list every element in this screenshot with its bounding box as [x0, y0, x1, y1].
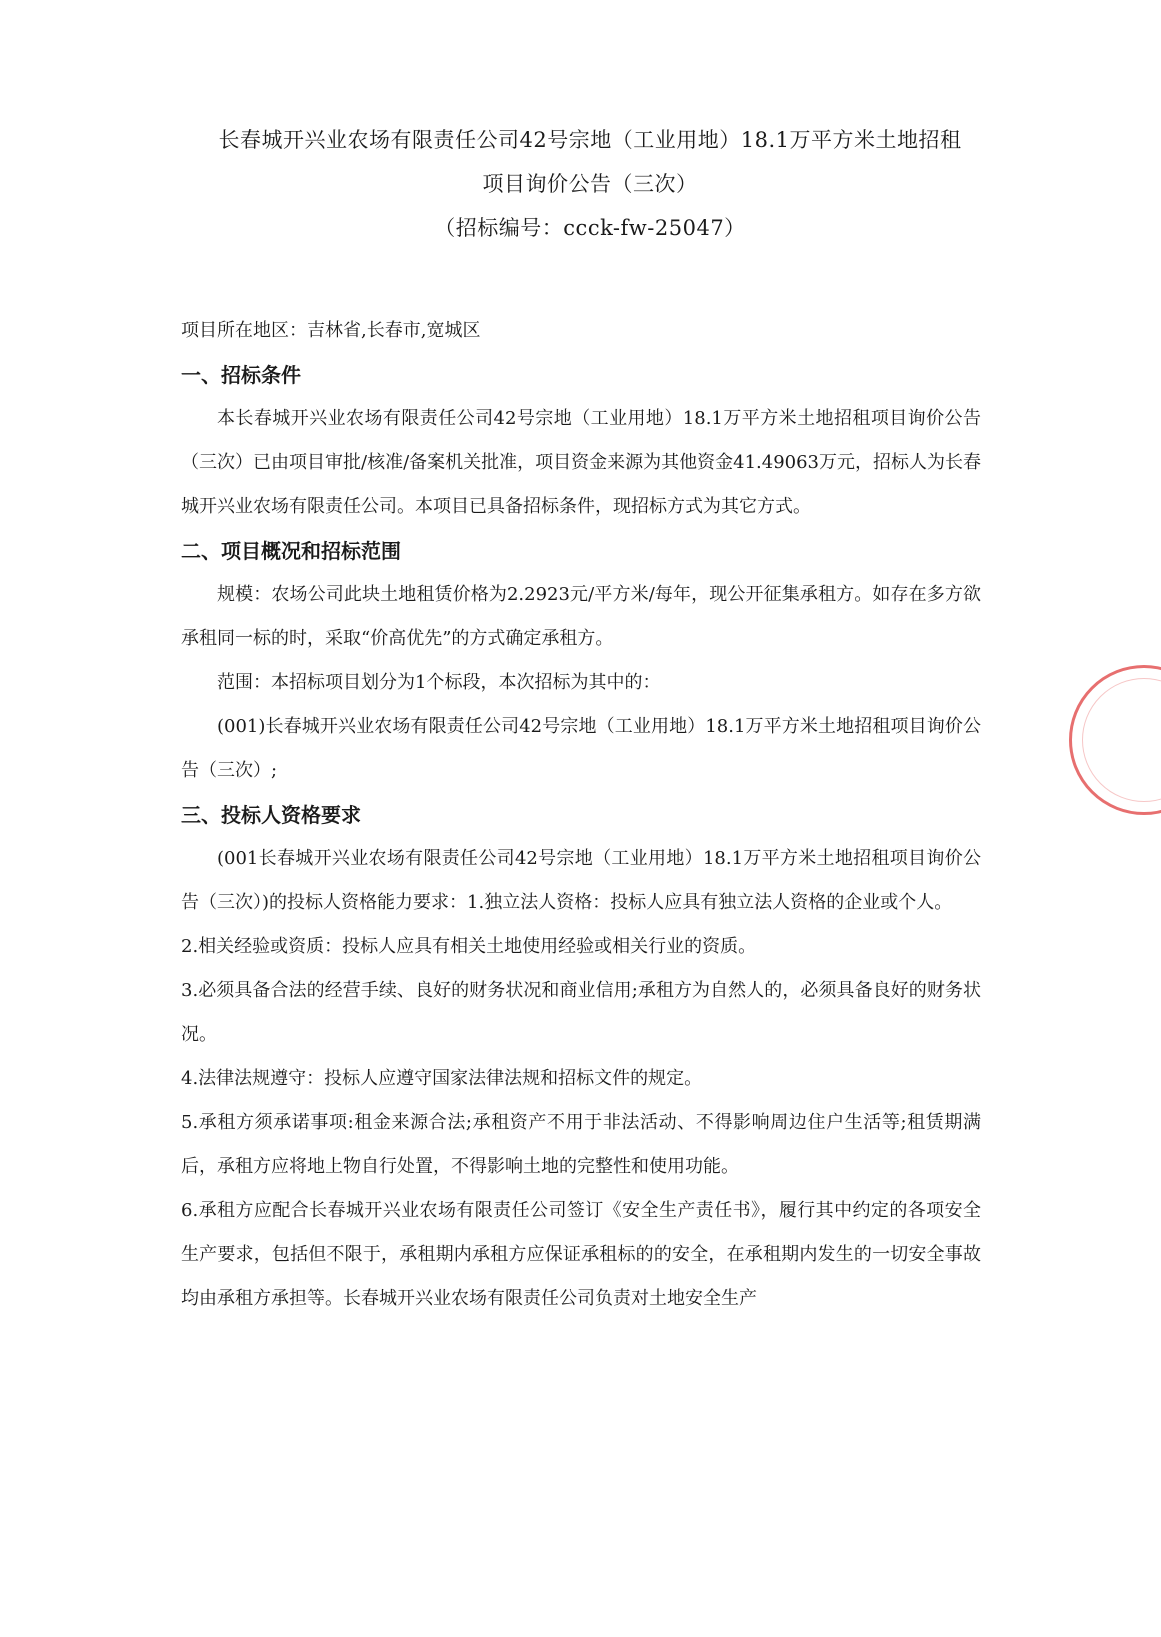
document-title-line2: 项目询价公告（三次）: [482, 172, 698, 196]
requirement-2: 2.相关经验或资质：投标人应具有相关土地使用经验或相关行业的资质。: [181, 936, 757, 957]
requirement-6: 6.承租方应配合长春城开兴业农场有限责任公司签订《安全生产责任书》，履行其中约定的各项安全生产要求，包括但不限于，承租期内承租方应保证承租标的的安全，在承租期内发生的一切安全事故均由承租方承担等。长春城开兴业农场有限责任公司负责对土地安全生产: [181, 1200, 981, 1309]
section3-heading: 三、投标人资格要求: [181, 803, 361, 827]
requirement-5: 5.承租方须承诺事项:租金来源合法;承租资产不用于非法活动、不得影响周边住户生活等;租赁期满后，承租方应将地上物自行处置，不得影响土地的完整性和使用功能。: [181, 1112, 981, 1177]
section2-scale-paragraph: 规模：农场公司此块土地租赁价格为2.2923元/平方米/每年，现公开征集承租方。如存在多方欲承租同一标的时，采取“价高优先”的方式确定承租方。: [181, 584, 981, 649]
section2-heading: 二、项目概况和招标范围: [181, 539, 401, 563]
section3-requirement-intro: (001长春城开兴业农场有限责任公司42号宗地（工业用地）18.1万平方米土地招租项目询价公告（三次）)的投标人资格能力要求：1.独立法人资格：投标人应具有独立法人资格的企业或个人。: [181, 848, 981, 913]
section2-lot-paragraph: (001)长春城开兴业农场有限责任公司42号宗地（工业用地）18.1万平方米土地招租项目询价公告（三次）;: [181, 716, 981, 781]
requirement-4: 4.法律法规遵守：投标人应遵守国家法律法规和招标文件的规定。: [181, 1068, 703, 1089]
section2-scope-paragraph: 范围：本招标项目划分为1个标段，本次招标为其中的：: [217, 672, 661, 693]
document-body: [181, 309, 981, 1321]
project-location: 项目所在地区：吉林省,长春市,宽城区: [181, 320, 481, 341]
title-block: [150, 118, 1030, 250]
tender-number: （招标编号：ccck-fw-25047）: [434, 216, 746, 240]
section1-paragraph: 本长春城开兴业农场有限责任公司42号宗地（工业用地）18.1万平方米土地招租项目询价公告（三次）已由项目审批/核准/备案机关批准，项目资金来源为其他资金41.49063万元，招标人为长春城开兴业农场有限责任公司。本项目已具备招标条件，现招标方式为其它方式。: [181, 408, 982, 517]
requirement-3: 3.必须具备合法的经营手续、良好的财务状况和商业信用;承租方为自然人的，必须具备良好的财务状况。: [181, 980, 981, 1045]
company-seal-stamp: [1069, 665, 1161, 815]
section1-heading: 一、招标条件: [181, 363, 301, 387]
document-title-line1: 长春城开兴业农场有限责任公司42号宗地（工业用地）18.1万平方米土地招租: [218, 128, 962, 152]
